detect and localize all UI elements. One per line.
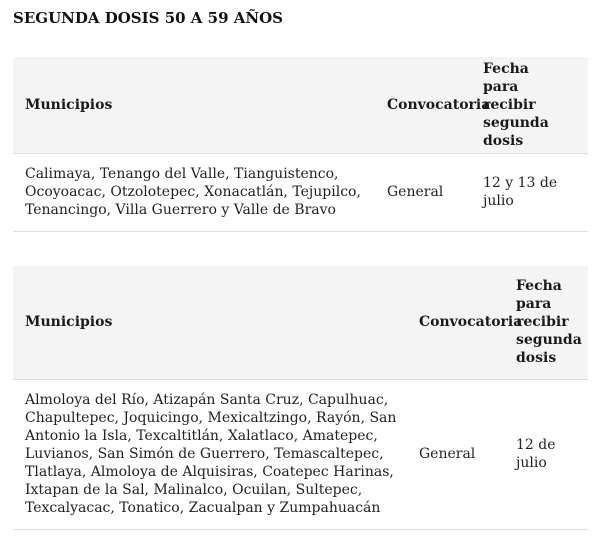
cell-fecha: 12 de julio: [516, 379, 588, 529]
header-municipios: Municipios: [13, 57, 387, 153]
header-fecha: Fecha para recibir segunda dosis: [516, 266, 588, 379]
header-convocatoria: Convocatoria: [419, 266, 516, 379]
cell-convocatoria: General: [387, 153, 483, 231]
table-header-row: [13, 266, 588, 379]
section-title: SEGUNDA DOSIS 50 A 59 AÑOS: [13, 9, 284, 27]
table-header-row: [13, 57, 588, 153]
cell-municipios: Almoloya del Río, Atizapán Santa Cruz, Capulhuac, Chapultepec, Joquicingo, Mexicaltzingo, Rayón, San Antonio la Isla, Texcaltitlán, Xalatlaco, Amatepec, Luvianos, San Simón de Guerrero, Temascaltepec, Tlatlaya, Almoloya de Alquisiras, Coatepec Harinas, Ixtapan de la Sal, Malinalco, Ocuilan, Sultepec, Texcalyacac, Tonatico, Zacualpan y Zumpahuacán: [13, 379, 419, 529]
header-municipios: Municipios: [13, 266, 419, 379]
table-row: [13, 379, 588, 529]
table-row: [13, 153, 588, 231]
header-fecha: Fecha para recibir segunda dosis: [483, 57, 588, 153]
vaccination-table-2: [13, 266, 588, 530]
cell-fecha: 12 y 13 de julio: [483, 153, 588, 231]
vaccination-table-1: [13, 57, 588, 232]
header-convocatoria: Convocatoria: [387, 57, 483, 153]
cell-convocatoria: General: [419, 379, 516, 529]
cell-municipios: Calimaya, Tenango del Valle, Tianguistenco, Ocoyoacac, Otzolotepec, Xonacatlán, Tejupilco, Tenancingo, Villa Guerrero y Valle de Bravo: [13, 153, 387, 231]
